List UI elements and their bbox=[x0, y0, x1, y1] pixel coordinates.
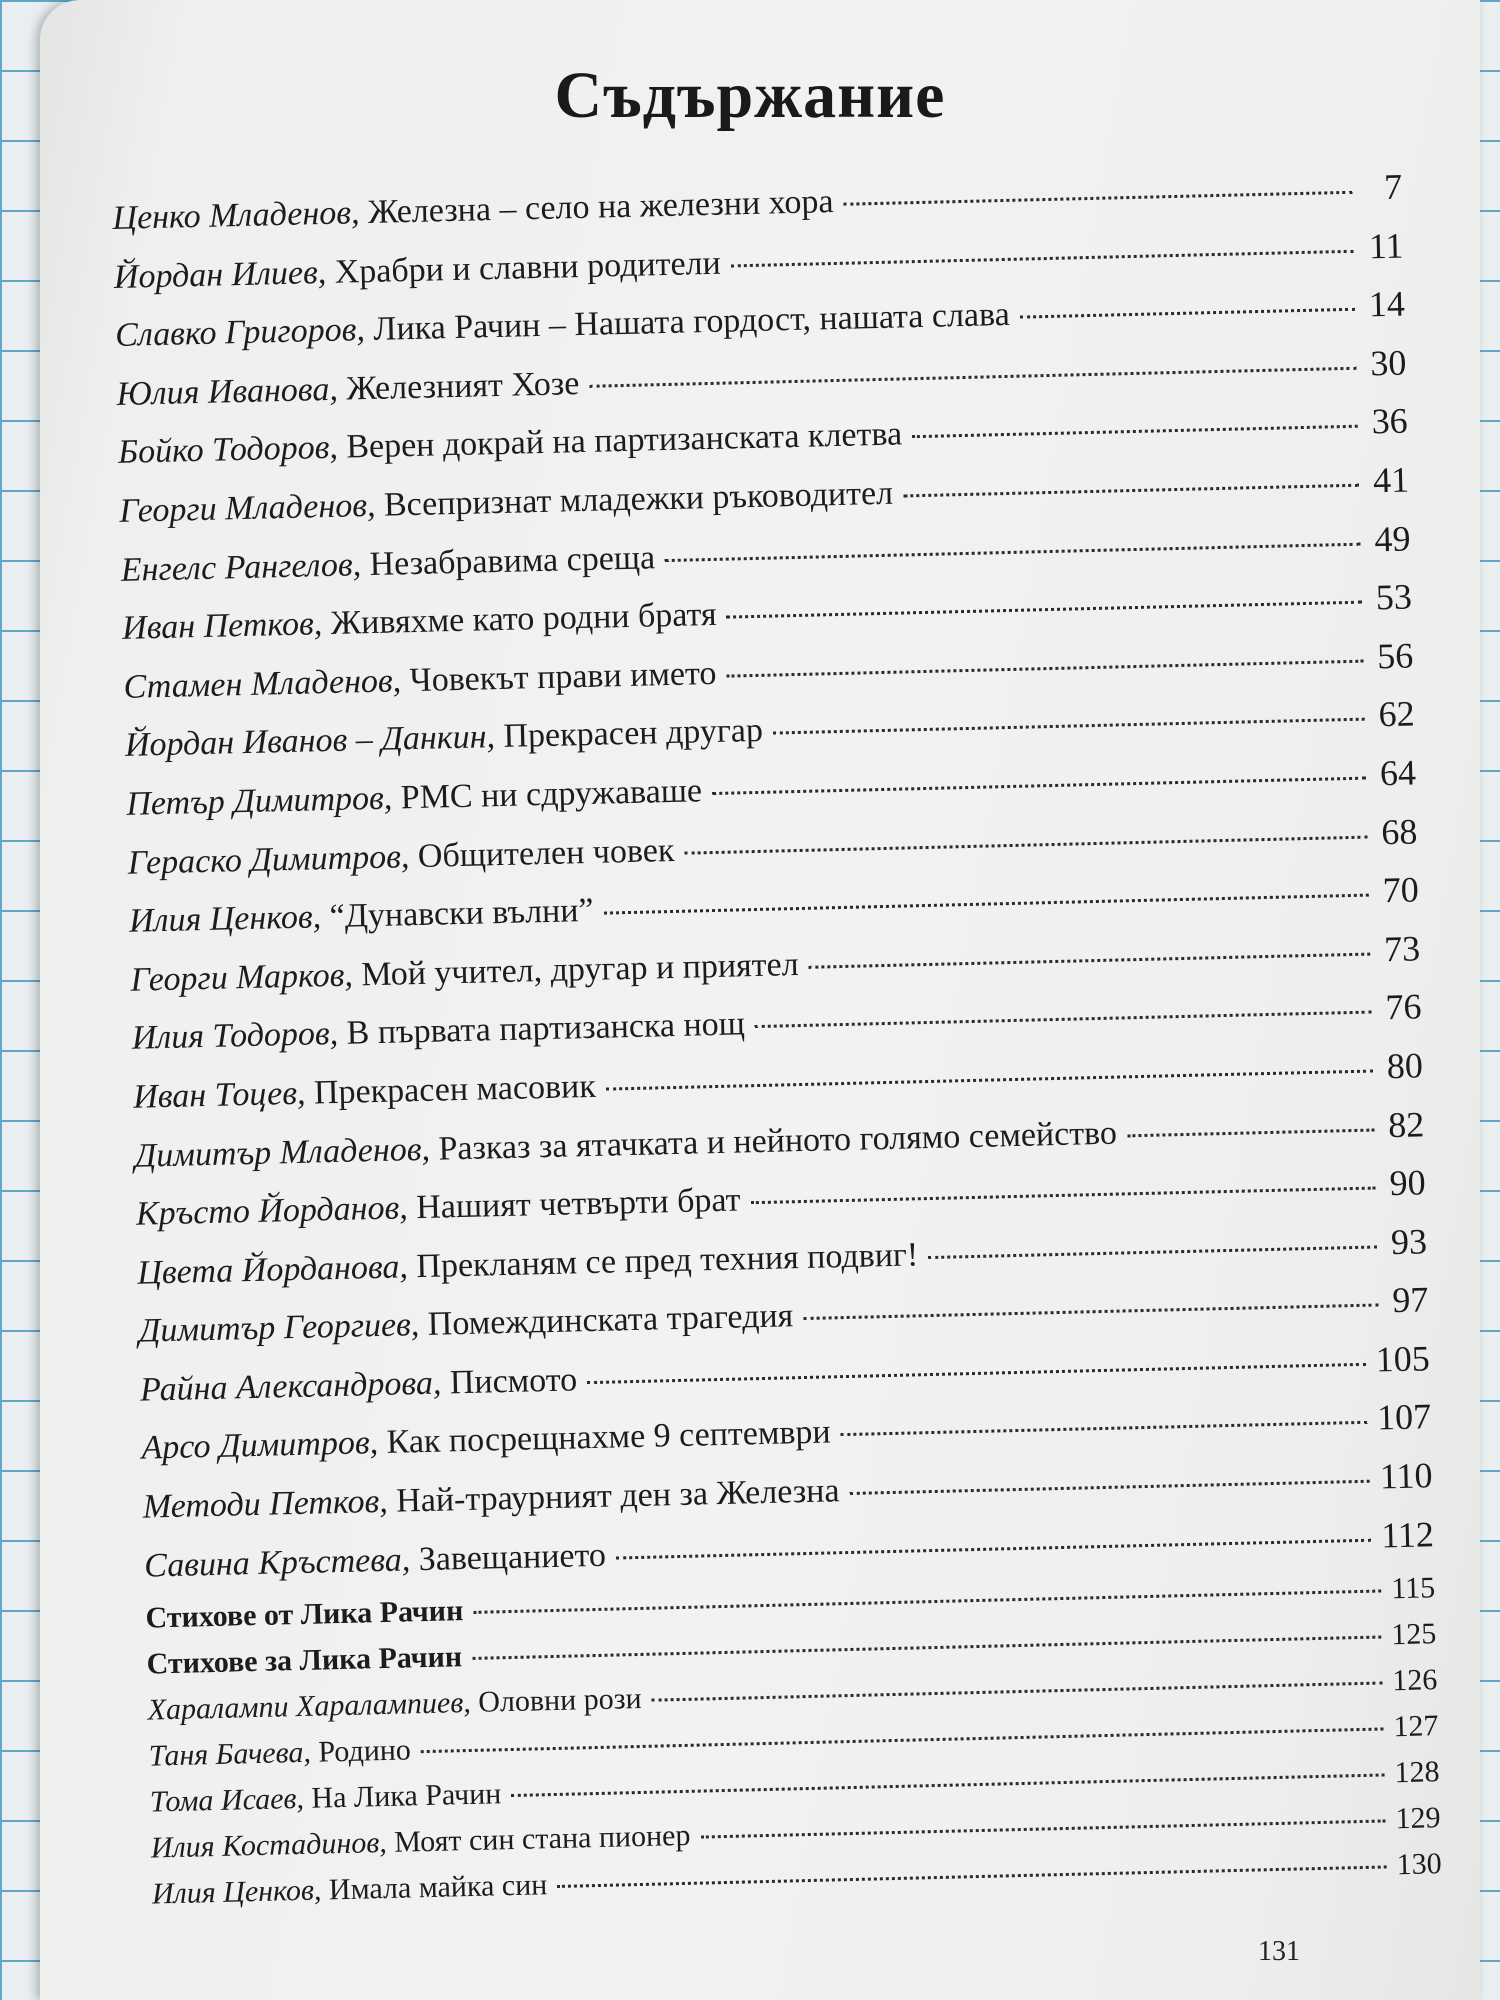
dot-leader bbox=[472, 1636, 1381, 1660]
entry-author: Йордан Илиев, bbox=[113, 253, 327, 296]
entry-author: Петър Димитров, bbox=[125, 779, 393, 823]
entry-page-number: 130 bbox=[1396, 1847, 1443, 1882]
entry-title: Разказ за ятачката и нейното голямо семейство bbox=[438, 1114, 1118, 1168]
entry-author: Иван Тоцев, bbox=[132, 1074, 306, 1116]
entry-page-number: 125 bbox=[1390, 1617, 1437, 1652]
entry-author: Илия Ценков, bbox=[151, 1873, 322, 1911]
entry-page-number: 129 bbox=[1395, 1801, 1441, 1836]
dot-leader bbox=[843, 191, 1352, 206]
entry-title: На Лика Рачин bbox=[311, 1777, 502, 1815]
entry-title: Нашият четвърти брат bbox=[415, 1181, 741, 1227]
entry-author: Таня Бачева, bbox=[148, 1736, 312, 1773]
entry-page-number: 73 bbox=[1383, 928, 1421, 969]
dot-leader bbox=[684, 835, 1367, 854]
dot-leader bbox=[665, 542, 1361, 561]
entry-title: Писмото bbox=[449, 1361, 578, 1402]
entry-title: “Дунавски вълни” bbox=[329, 891, 594, 936]
entry-page-number: 56 bbox=[1376, 635, 1414, 677]
entry-title: Железна – село на железни хора bbox=[367, 183, 834, 231]
entry-page-number: 49 bbox=[1373, 518, 1411, 559]
entry-page-number: 7 bbox=[1383, 166, 1403, 208]
entry-author: Гераско Димитров, bbox=[127, 837, 410, 882]
footer-page-number: 131 bbox=[1258, 1936, 1300, 1967]
entry-page-number: 14 bbox=[1368, 283, 1406, 325]
entry-author: Райна Александрова, bbox=[139, 1364, 442, 1409]
dot-leader bbox=[1020, 308, 1355, 319]
dot-leader bbox=[652, 1682, 1383, 1702]
entry-title: Незабравима среща bbox=[369, 538, 656, 583]
dot-leader bbox=[727, 601, 1362, 619]
entry-author: Бойко Тодоров, bbox=[117, 429, 339, 472]
table-of-contents bbox=[112, 166, 1442, 1924]
entry-page-number: 41 bbox=[1372, 459, 1410, 501]
entry-author: Илия Тодоров, bbox=[131, 1015, 339, 1058]
entry-title: Родино bbox=[318, 1733, 412, 1769]
entry-author: Георги Марков, bbox=[130, 956, 354, 999]
entry-page-number: 82 bbox=[1387, 1103, 1425, 1145]
dot-leader bbox=[712, 777, 1366, 795]
entry-title: Как посрещнахме 9 септември bbox=[386, 1413, 832, 1462]
dot-leader bbox=[751, 1187, 1376, 1205]
entry-page-number: 53 bbox=[1375, 576, 1413, 618]
dot-leader bbox=[731, 249, 1354, 267]
entry-author: Юлия Иванова, bbox=[116, 370, 339, 413]
section-title: Стихове от Лика Рачин bbox=[145, 1594, 464, 1635]
entry-author: Славко Григоров, bbox=[114, 311, 366, 355]
entry-page-number: 107 bbox=[1376, 1396, 1432, 1438]
entry-page-number: 62 bbox=[1378, 693, 1416, 735]
entry-author: Илия Костадинов, bbox=[150, 1826, 388, 1865]
entry-title: Железният Хозе bbox=[345, 364, 580, 408]
entry-title: Верен докрай на партизанската клетва bbox=[345, 415, 903, 466]
entry-page-number: 127 bbox=[1393, 1709, 1439, 1744]
entry-author: Димитър Младенов, bbox=[134, 1130, 431, 1175]
dot-leader bbox=[604, 894, 1369, 915]
dot-leader bbox=[557, 1866, 1387, 1889]
entry-author: Георги Младенов, bbox=[118, 486, 376, 530]
entry-title: Храбри и славни родители bbox=[334, 244, 722, 291]
entry-title: Лика Рачин – Нашата гордост, нашата слава bbox=[373, 296, 1011, 349]
entry-title: Прекрасен масовик bbox=[313, 1067, 597, 1112]
dot-leader bbox=[841, 1421, 1368, 1436]
entry-page-number: 110 bbox=[1379, 1455, 1433, 1497]
entry-author: Йордан Иванов – Данкин, bbox=[124, 718, 496, 765]
entry-title: Прекрасен другар bbox=[503, 712, 764, 756]
entry-author: Илия Ценков, bbox=[128, 898, 322, 940]
entry-title: Човекът прави името bbox=[409, 654, 717, 699]
entry-title: Имала майка син bbox=[328, 1868, 548, 1907]
entry-title: Оловни рози bbox=[477, 1682, 642, 1720]
dot-leader bbox=[589, 367, 1356, 388]
dot-leader bbox=[755, 1011, 1372, 1029]
entry-title: Завещанието bbox=[418, 1536, 607, 1578]
dot-leader bbox=[616, 1538, 1371, 1559]
entry-title: Общителен човек bbox=[417, 831, 675, 875]
entry-title: Най-траурният ден за Железна bbox=[395, 1472, 840, 1520]
entry-page-number: 64 bbox=[1379, 752, 1417, 794]
entry-page-number: 76 bbox=[1385, 986, 1422, 1028]
entry-author: Цвета Йорданова, bbox=[136, 1248, 409, 1292]
dot-leader bbox=[803, 1304, 1378, 1321]
dot-leader bbox=[773, 718, 1365, 735]
dot-leader bbox=[1127, 1128, 1374, 1137]
entry-author: Харалампи Харалампиев, bbox=[147, 1686, 472, 1727]
dot-leader bbox=[587, 1363, 1366, 1384]
entry-page-number: 30 bbox=[1369, 342, 1407, 384]
entry-author: Димитър Георгиев, bbox=[138, 1306, 420, 1350]
entry-page-number: 93 bbox=[1390, 1221, 1428, 1262]
entry-author: Савина Кръстева, bbox=[143, 1541, 411, 1585]
entry-title: В първата партизанска нощ bbox=[346, 1005, 746, 1053]
dot-leader bbox=[928, 1245, 1377, 1259]
entry-title: Моят син стана пионер bbox=[393, 1819, 691, 1860]
entry-page-number: 97 bbox=[1391, 1279, 1429, 1321]
entry-title: РМС ни сдружаваше bbox=[400, 772, 703, 817]
entry-page-number: 80 bbox=[1386, 1045, 1424, 1087]
entry-page-number: 11 bbox=[1368, 225, 1404, 266]
dot-leader bbox=[903, 484, 1359, 498]
entry-author: Тома Исаев, bbox=[149, 1782, 305, 1819]
entry-title: Всепризнат младежки ръководител bbox=[383, 474, 894, 524]
entry-title: Помеждинската трагедия bbox=[427, 1297, 794, 1344]
dot-leader bbox=[511, 1774, 1384, 1798]
entry-author: Методи Петков, bbox=[142, 1482, 389, 1526]
entry-page-number: 115 bbox=[1390, 1571, 1436, 1606]
dot-leader bbox=[473, 1590, 1381, 1614]
dot-leader bbox=[726, 659, 1363, 677]
entry-author: Иван Петков, bbox=[121, 605, 323, 648]
entry-page-number: 68 bbox=[1380, 810, 1418, 852]
entry-page-number: 70 bbox=[1382, 869, 1420, 911]
entry-author: Енгелс Рангелов, bbox=[120, 545, 362, 589]
entry-page-number: 36 bbox=[1371, 400, 1409, 442]
entry-author: Ценко Младенов, bbox=[112, 194, 360, 237]
entry-page-number: 105 bbox=[1375, 1338, 1431, 1380]
dot-leader bbox=[809, 952, 1371, 968]
dot-leader bbox=[700, 1820, 1385, 1839]
entry-page-number: 112 bbox=[1380, 1513, 1435, 1556]
entry-author: Кръсто Йорданов, bbox=[135, 1189, 409, 1233]
dot-leader bbox=[421, 1728, 1384, 1754]
dot-leader bbox=[849, 1480, 1370, 1495]
entry-title: Мой учител, другар и приятел bbox=[360, 945, 800, 994]
dot-leader bbox=[606, 1069, 1373, 1090]
section-title: Стихове за Лика Рачин bbox=[146, 1640, 463, 1681]
entry-page-number: 128 bbox=[1394, 1755, 1440, 1790]
dot-leader bbox=[912, 425, 1358, 439]
entry-author: Арсо Димитров, bbox=[141, 1424, 379, 1468]
entry-author: Стамен Младенов, bbox=[123, 662, 402, 706]
entry-title: Прекланям се пред техния подвиг! bbox=[415, 1235, 919, 1285]
entry-title: Живяхме като родни братя bbox=[330, 596, 717, 643]
page-title: Съдържание bbox=[554, 59, 946, 132]
entry-page-number: 126 bbox=[1391, 1663, 1438, 1698]
entry-page-number: 90 bbox=[1389, 1162, 1427, 1204]
